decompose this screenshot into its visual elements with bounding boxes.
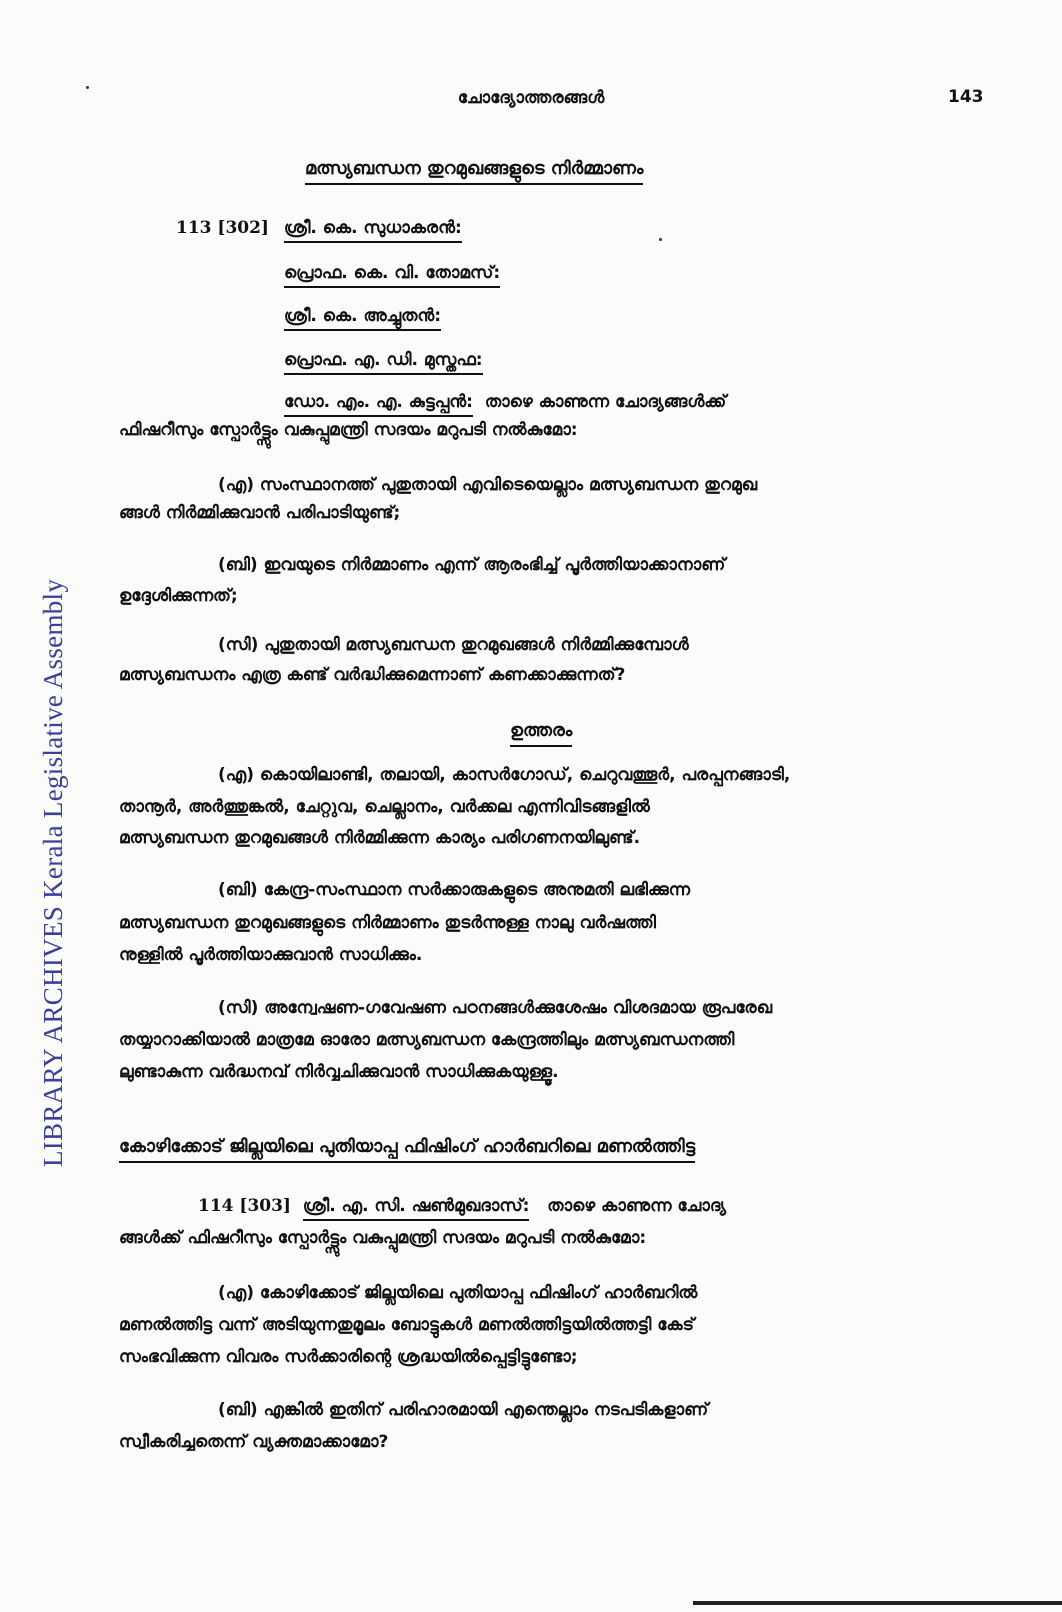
member-name: ശ്രീ. എ. സി. ഷൺമുഖദാസ്: [303, 1196, 530, 1221]
question-line: ഉദ്ദേശിക്കുന്നത്; [119, 586, 238, 606]
question-line: മണൽത്തിട്ട വന്ന് അടിയുന്നതുമൂലം ബോട്ടുകൾ മണൽത്തിട്ടയിൽത്തട്ടി കേട് [119, 1315, 695, 1335]
question-114-number: 114 [303] [198, 1196, 291, 1216]
question-line: (എ) സംസ്ഥാനത്ത് പുതുതായി എവിടെയെല്ലാം മത്സ്യബന്ധന തുറമുഖ [218, 475, 758, 495]
answer-line: (ബി) കേന്ദ്ര-സംസ്ഥാന സർക്കാരുകളുടെ അനുമതി ലഭിക്കുന്ന [218, 880, 691, 900]
answer-line: താനൂർ, അർത്തുങ്കൽ, ചേറ്റുവ, ചെല്ലാനം, വർക്കല എന്നിവിടങ്ങളിൽ [119, 797, 650, 817]
answer-line: മത്സ്യബന്ധന തുറമുഖങ്ങളുടെ നിർമ്മാണം തുടർന്നുള്ള നാലു വർഷത്തി [119, 913, 656, 933]
question-line: മത്സ്യബന്ധനം എത്ര കണ്ട് വർദ്ധിക്കുമെന്നാണ് കണക്കാക്കുന്നത്? [119, 665, 626, 685]
question-intro: ഫിഷറീസും സ്പോർട്ട്സും വകുപ്പുമന്ത്രി സദയം മറുപടി നൽകുമോ: [119, 420, 578, 440]
member-name: പ്രൊഫ. കെ. വി. തോമസ്: [284, 263, 500, 283]
question-line: സ്വീകരിച്ചതെന്ന് വ്യക്തമാക്കാമോ? [119, 1432, 389, 1452]
question-line: സംഭവിക്കുന്ന വിവരം സർക്കാരിന്റെ ശ്രദ്ധയിൽപ്പെട്ടിട്ടുണ്ടോ; [119, 1347, 578, 1367]
page-number: 143 [948, 87, 984, 107]
question-114-number-line: 114 [303] ശ്രീ. എ. സി. ഷൺമുഖദാസ്: താഴെ കാണുന്ന ചോദ്യ [198, 1196, 726, 1216]
question-113-heading: മത്സ്യബന്ധന തുറമുഖങ്ങളുടെ നിർമ്മാണം [305, 158, 643, 179]
scan-speck [86, 86, 89, 89]
answer-line: ലുണ്ടാകുന്ന വർദ്ധനവ് നിർവ്വചിക്കുവാൻ സാധിക്കുകയുള്ളൂ. [119, 1062, 559, 1082]
scan-speck [659, 238, 662, 241]
question-line: (സി) പുതുതായി മത്സ്യബന്ധന തുറമുഖങ്ങൾ നിർമ്മിക്കുമ്പോൾ [218, 635, 689, 655]
page-edge-rule [693, 1601, 1062, 1605]
question-113-number: 113 [302] [176, 218, 269, 238]
question-intro: ങ്ങൾക്ക് ഫിഷറീസും സ്പോർട്ട്സും വകുപ്പുമന്ത്രി സദയം മറുപടി നൽകുമോ: [119, 1228, 647, 1248]
answer-line: തയ്യാറാക്കിയാൽ മാത്രമേ ഓരോ മത്സ്യബന്ധന കേന്ദ്രത്തിലും മത്സ്യബന്ധനത്തി [119, 1030, 735, 1050]
answer-line: (സി) അന്വേഷണ-ഗവേഷണ പഠനങ്ങൾക്കുശേഷം വിശദമായ രൂപരേഖ [218, 998, 773, 1018]
question-line: (ബി) ഇവയുടെ നിർമ്മാണം എന്ന് ആരംഭിച്ച് പൂർത്തിയാക്കാനാണ് [218, 555, 726, 575]
question-line: (ബി) എങ്കിൽ ഇതിന് പരിഹാരമായി എന്തെല്ലാം നടപടികളാണ് [218, 1400, 709, 1420]
running-title: ചോദ്യോത്തരങ്ങൾ [457, 88, 605, 108]
answer-line: മത്സ്യബന്ധന തുറമുഖങ്ങൾ നിർമ്മിക്കുന്ന കാര്യം പരിഗണനയിലുണ്ട്. [119, 828, 641, 848]
answer-heading: ഉത്തരം [510, 720, 572, 741]
member-name: ശ്രീ. കെ. സുധാകരൻ: [284, 218, 462, 238]
question-line: ങ്ങൾ നിർമ്മിക്കുവാൻ പരിപാടിയുണ്ട്; [119, 503, 401, 523]
question-114-heading: കോഴിക്കോട് ജില്ലയിലെ പുതിയാപ്പ ഫിഷിംഗ് ഹാർബറിലെ മണൽത്തിട്ട [119, 1136, 695, 1157]
answer-line: (എ) കൊയിലാണ്ടി, തലായി, കാസർഗോഡ്, ചെറുവത്തൂർ, പരപ്പനങ്ങാടി, [218, 765, 791, 785]
answer-line: നുള്ളിൽ പൂർത്തിയാക്കുവാൻ സാധിക്കും. [119, 945, 423, 965]
question-113-number-line [176, 218, 269, 238]
question-line: (എ) കോഴിക്കോട് ജില്ലയിലെ പുതിയാപ്പ ഫിഷിംഗ് ഹാർബറിൽ [218, 1283, 698, 1303]
member-name-with-intro: ഡോ. എം. എ. കുട്ടപ്പൻ: താഴെ കാണുന്ന ചോദ്യങ്ങൾക്ക് [284, 392, 726, 412]
member-name: ശ്രീ. കെ. അച്ചുതൻ: [284, 306, 441, 326]
member-name: പ്രൊഫ. എ. ഡി. മുസ്തഫ: [284, 350, 483, 370]
